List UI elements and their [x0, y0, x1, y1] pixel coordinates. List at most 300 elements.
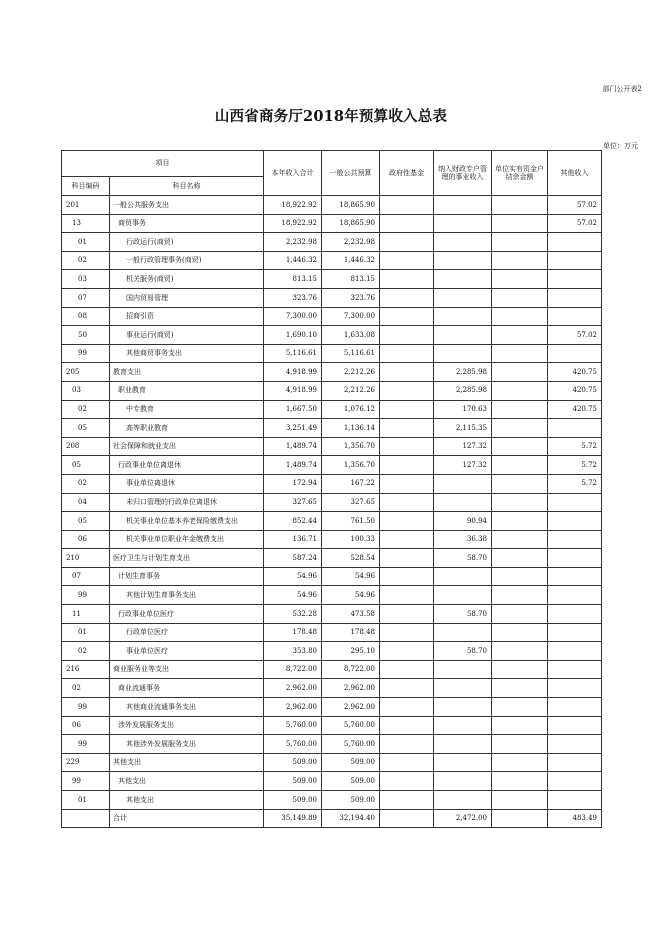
code-cell: 205 [62, 363, 110, 382]
balance-cell [492, 605, 548, 624]
name-cell: 事业单位医疗 [110, 642, 264, 661]
other-cell [548, 567, 602, 586]
gov-fund-cell [380, 512, 434, 531]
total-cell: 18,922.92 [264, 196, 322, 215]
table-row [62, 214, 602, 233]
special-cell [434, 791, 492, 810]
balance-cell [492, 344, 548, 363]
other-cell [548, 307, 602, 326]
table-row [62, 586, 602, 605]
name-cell: 社会保障和就业支出 [110, 437, 264, 456]
gov-fund-cell [380, 400, 434, 419]
code-cell: 02 [62, 251, 110, 270]
special-cell: 2,285.98 [434, 381, 492, 400]
code-cell: 07 [62, 288, 110, 307]
special-cell [434, 233, 492, 252]
table-row [62, 605, 602, 624]
gov-fund-cell [380, 381, 434, 400]
total-general: 32,194.40 [322, 809, 380, 828]
code-cell: 03 [62, 381, 110, 400]
gov-fund-cell [380, 716, 434, 735]
special-cell [434, 344, 492, 363]
gov-fund-cell [380, 493, 434, 512]
special-cell: 170.63 [434, 400, 492, 419]
other-cell [548, 288, 602, 307]
general-cell: 18,865.90 [322, 214, 380, 233]
balance-cell [492, 772, 548, 791]
table-row [62, 233, 602, 252]
balance-cell [492, 679, 548, 698]
special-cell: 90.94 [434, 512, 492, 531]
total-balance [492, 809, 548, 828]
table-row [62, 437, 602, 456]
table-row [62, 698, 602, 717]
total-cell: 178.48 [264, 623, 322, 642]
name-cell: 事业单位离退休 [110, 474, 264, 493]
gov-fund-cell [380, 586, 434, 605]
total-cell: 1,489.74 [264, 456, 322, 475]
code-cell: 99 [62, 344, 110, 363]
name-cell: 其他涉外发展服务支出 [110, 735, 264, 754]
name-cell: 高等职业教育 [110, 419, 264, 438]
special-cell: 36.38 [434, 530, 492, 549]
special-cell [434, 753, 492, 772]
special-cell [434, 698, 492, 717]
special-cell [434, 270, 492, 289]
header-item: 项目 [62, 151, 264, 177]
other-cell: 57.02 [548, 326, 602, 345]
gov-fund-cell [380, 642, 434, 661]
total-cell: 509.00 [264, 772, 322, 791]
special-cell [434, 716, 492, 735]
code-cell: 99 [62, 772, 110, 791]
balance-cell [492, 307, 548, 326]
code-cell: 02 [62, 400, 110, 419]
general-cell: 509.00 [322, 753, 380, 772]
name-cell: 一般公共服务支出 [110, 196, 264, 215]
other-cell: 57.02 [548, 196, 602, 215]
other-cell [548, 493, 602, 512]
page-title: 山西省商务厅2018年预算收入总表 [214, 108, 448, 125]
balance-cell [492, 363, 548, 382]
total-cell: 5,760.00 [264, 716, 322, 735]
general-cell: 7,300.00 [322, 307, 380, 326]
name-cell: 中专教育 [110, 400, 264, 419]
table-row [62, 196, 602, 215]
other-cell: 420.75 [548, 381, 602, 400]
general-cell: 54.96 [322, 567, 380, 586]
balance-cell [492, 512, 548, 531]
header-code: 科目编码 [62, 177, 110, 196]
code-cell: 06 [62, 716, 110, 735]
balance-cell [492, 437, 548, 456]
balance-cell [492, 753, 548, 772]
other-cell: 420.75 [548, 400, 602, 419]
table-row [62, 251, 602, 270]
gov-fund-cell [380, 549, 434, 568]
gov-fund-cell [380, 214, 434, 233]
table-row [62, 530, 602, 549]
special-cell: 2,115.35 [434, 419, 492, 438]
table-row [62, 512, 602, 531]
table-row [62, 363, 602, 382]
code-cell: 03 [62, 270, 110, 289]
gov-fund-cell [380, 437, 434, 456]
general-cell: 295.10 [322, 642, 380, 661]
name-cell: 计划生育事务 [110, 567, 264, 586]
special-cell: 58.70 [434, 549, 492, 568]
table-row [62, 567, 602, 586]
table-row [62, 753, 602, 772]
total-cell: 813.15 [264, 270, 322, 289]
code-cell: 208 [62, 437, 110, 456]
code-cell: 05 [62, 512, 110, 531]
total-cell: 587.24 [264, 549, 322, 568]
total-cell: 1,690.10 [264, 326, 322, 345]
balance-cell [492, 660, 548, 679]
table-row [62, 791, 602, 810]
gov-fund-cell [380, 326, 434, 345]
general-cell: 100.33 [322, 530, 380, 549]
code-cell: 01 [62, 623, 110, 642]
code-cell: 229 [62, 753, 110, 772]
other-cell [548, 642, 602, 661]
name-cell: 招商引资 [110, 307, 264, 326]
other-cell [548, 233, 602, 252]
table-row [62, 400, 602, 419]
other-cell [548, 344, 602, 363]
table-row [62, 772, 602, 791]
gov-fund-cell [380, 456, 434, 475]
total-cell: 7,300.00 [264, 307, 322, 326]
code-cell: 06 [62, 530, 110, 549]
total-gov-fund [380, 809, 434, 828]
general-cell: 2,962.00 [322, 698, 380, 717]
gov-fund-cell [380, 567, 434, 586]
gov-fund-cell [380, 623, 434, 642]
code-cell: 05 [62, 456, 110, 475]
total-cell: 532.28 [264, 605, 322, 624]
general-cell: 1,633.08 [322, 326, 380, 345]
general-cell: 323.76 [322, 288, 380, 307]
total-row [62, 809, 602, 828]
table-row [62, 735, 602, 754]
gov-fund-cell [380, 196, 434, 215]
balance-cell [492, 419, 548, 438]
other-cell [548, 251, 602, 270]
total-cell: 323.76 [264, 288, 322, 307]
total-code-cell [62, 809, 110, 828]
total-label: 合计 [110, 809, 264, 828]
name-cell: 商贸事务 [110, 214, 264, 233]
other-cell [548, 586, 602, 605]
other-cell [548, 679, 602, 698]
total-cell: 2,962.00 [264, 679, 322, 698]
total-cell: 136.71 [264, 530, 322, 549]
special-cell [434, 493, 492, 512]
balance-cell [492, 251, 548, 270]
special-cell [434, 307, 492, 326]
code-cell: 01 [62, 233, 110, 252]
table-row [62, 679, 602, 698]
name-cell: 其他计划生育事务支出 [110, 586, 264, 605]
general-cell: 528.54 [322, 549, 380, 568]
balance-cell [492, 400, 548, 419]
code-cell: 99 [62, 735, 110, 754]
other-cell [548, 791, 602, 810]
name-cell: 其他支出 [110, 791, 264, 810]
total-cell: 2,962.00 [264, 698, 322, 717]
total-cell: 5,116.61 [264, 344, 322, 363]
total-cell: 3,251.49 [264, 419, 322, 438]
code-cell: 04 [62, 493, 110, 512]
special-cell: 58.70 [434, 642, 492, 661]
special-cell [434, 567, 492, 586]
code-cell: 05 [62, 419, 110, 438]
total-cell: 5,760.00 [264, 735, 322, 754]
total-cell: 1,446.32 [264, 251, 322, 270]
other-cell [548, 735, 602, 754]
name-cell: 其他商业流通事务支出 [110, 698, 264, 717]
code-cell: 07 [62, 567, 110, 586]
general-cell: 2,962.00 [322, 679, 380, 698]
balance-cell [492, 549, 548, 568]
header-other-income: 其他收入 [548, 151, 602, 196]
code-cell: 201 [62, 196, 110, 215]
name-cell: 医疗卫生与计划生育支出 [110, 549, 264, 568]
table-body [62, 196, 602, 810]
special-cell [434, 772, 492, 791]
table-row [62, 623, 602, 642]
other-cell [548, 270, 602, 289]
balance-cell [492, 288, 548, 307]
balance-cell [492, 196, 548, 215]
general-cell: 509.00 [322, 772, 380, 791]
balance-cell [492, 214, 548, 233]
special-cell [434, 288, 492, 307]
total-cell: 54.96 [264, 586, 322, 605]
balance-cell [492, 381, 548, 400]
balance-cell [492, 270, 548, 289]
total-cell: 509.00 [264, 753, 322, 772]
table-row [62, 642, 602, 661]
gov-fund-cell [380, 772, 434, 791]
total-cell: 353.80 [264, 642, 322, 661]
code-cell: 02 [62, 642, 110, 661]
name-cell: 未归口管理的行政单位离退休 [110, 493, 264, 512]
table-row [62, 456, 602, 475]
general-cell: 178.48 [322, 623, 380, 642]
total-other: 483.49 [548, 809, 602, 828]
header-total: 本年收入合计 [264, 151, 322, 196]
general-cell: 54.96 [322, 586, 380, 605]
code-cell: 11 [62, 605, 110, 624]
balance-cell [492, 791, 548, 810]
table-row [62, 419, 602, 438]
form-number-label: 部门公开表2 [602, 85, 642, 93]
total-cell: 509.00 [264, 791, 322, 810]
table-row [62, 344, 602, 363]
balance-cell [492, 567, 548, 586]
special-cell [434, 660, 492, 679]
name-cell: 商业流通事务 [110, 679, 264, 698]
other-cell: 5.72 [548, 456, 602, 475]
gov-fund-cell [380, 679, 434, 698]
gov-fund-cell [380, 363, 434, 382]
name-cell: 其他支出 [110, 772, 264, 791]
total-total: 35,149.89 [264, 809, 322, 828]
total-special: 2,472.00 [434, 809, 492, 828]
other-cell: 5.72 [548, 474, 602, 493]
total-cell: 18,922.92 [264, 214, 322, 233]
general-cell: 1,076.12 [322, 400, 380, 419]
gov-fund-cell [380, 288, 434, 307]
unit-label: 单位：万元 [603, 142, 638, 150]
balance-cell [492, 642, 548, 661]
gov-fund-cell [380, 233, 434, 252]
special-cell [434, 679, 492, 698]
balance-cell [492, 586, 548, 605]
gov-fund-cell [380, 753, 434, 772]
budget-income-table [61, 150, 602, 828]
general-cell: 2,212.26 [322, 381, 380, 400]
other-cell [548, 716, 602, 735]
gov-fund-cell [380, 530, 434, 549]
balance-cell [492, 735, 548, 754]
name-cell: 行政单位医疗 [110, 623, 264, 642]
table-row [62, 474, 602, 493]
code-cell: 02 [62, 474, 110, 493]
gov-fund-cell [380, 735, 434, 754]
header-special-account: 纳入财政专户管理的事业收入 [434, 151, 492, 196]
balance-cell [492, 716, 548, 735]
code-cell: 99 [62, 698, 110, 717]
general-cell: 473.58 [322, 605, 380, 624]
general-cell: 761.50 [322, 512, 380, 531]
other-cell [548, 530, 602, 549]
name-cell: 行政事业单位医疗 [110, 605, 264, 624]
name-cell: 机关服务(商贸) [110, 270, 264, 289]
special-cell: 58.70 [434, 605, 492, 624]
balance-cell [492, 698, 548, 717]
general-cell: 813.15 [322, 270, 380, 289]
table-row [62, 307, 602, 326]
code-cell: 01 [62, 791, 110, 810]
special-cell [434, 735, 492, 754]
general-cell: 2,232.98 [322, 233, 380, 252]
gov-fund-cell [380, 251, 434, 270]
name-cell: 教育支出 [110, 363, 264, 382]
general-cell: 1,356.70 [322, 456, 380, 475]
name-cell: 事业运行(商贸) [110, 326, 264, 345]
gov-fund-cell [380, 605, 434, 624]
total-cell: 8,722.00 [264, 660, 322, 679]
balance-cell [492, 474, 548, 493]
special-cell: 2,285.98 [434, 363, 492, 382]
total-cell: 1,667.50 [264, 400, 322, 419]
name-cell: 商业服务业等支出 [110, 660, 264, 679]
general-cell: 2,212.26 [322, 363, 380, 382]
special-cell [434, 586, 492, 605]
table-row [62, 716, 602, 735]
general-cell: 5,760.00 [322, 735, 380, 754]
general-cell: 8,722.00 [322, 660, 380, 679]
total-cell: 1,489.74 [264, 437, 322, 456]
general-cell: 327.65 [322, 493, 380, 512]
table-row [62, 270, 602, 289]
code-cell: 50 [62, 326, 110, 345]
special-cell [434, 251, 492, 270]
balance-cell [492, 623, 548, 642]
table-row [62, 288, 602, 307]
table-row [62, 326, 602, 345]
other-cell: 420.75 [548, 363, 602, 382]
name-cell: 行政事业单位离退休 [110, 456, 264, 475]
name-cell: 其他支出 [110, 753, 264, 772]
total-cell: 172.94 [264, 474, 322, 493]
special-cell [434, 214, 492, 233]
name-cell: 行政运行(商贸) [110, 233, 264, 252]
general-cell: 18,865.90 [322, 196, 380, 215]
name-cell: 国内贸易管理 [110, 288, 264, 307]
balance-cell [492, 530, 548, 549]
code-cell: 216 [62, 660, 110, 679]
header-name: 科目名称 [110, 177, 264, 196]
other-cell [548, 549, 602, 568]
gov-fund-cell [380, 307, 434, 326]
total-cell: 2,232.98 [264, 233, 322, 252]
balance-cell [492, 326, 548, 345]
balance-cell [492, 233, 548, 252]
other-cell [548, 512, 602, 531]
special-cell: 127.32 [434, 456, 492, 475]
name-cell: 一般行政管理事务(商贸) [110, 251, 264, 270]
total-cell: 4,918.99 [264, 363, 322, 382]
balance-cell [492, 456, 548, 475]
other-cell: 57.02 [548, 214, 602, 233]
header-gov-fund: 政府性基金 [380, 151, 434, 196]
special-cell [434, 326, 492, 345]
general-cell: 1,136.14 [322, 419, 380, 438]
total-cell: 54.96 [264, 567, 322, 586]
general-cell: 167.22 [322, 474, 380, 493]
table-row [62, 660, 602, 679]
general-cell: 5,116.61 [322, 344, 380, 363]
special-cell [434, 623, 492, 642]
gov-fund-cell [380, 344, 434, 363]
code-cell: 08 [62, 307, 110, 326]
name-cell: 职业教育 [110, 381, 264, 400]
total-cell: 852.44 [264, 512, 322, 531]
name-cell: 机关事业单位基本养老保险缴费支出 [110, 512, 264, 531]
header-balance: 单位实有资金户结余金额 [492, 151, 548, 196]
table-row [62, 493, 602, 512]
name-cell: 其他商贸事务支出 [110, 344, 264, 363]
table-row [62, 549, 602, 568]
other-cell: 5.72 [548, 437, 602, 456]
code-cell: 99 [62, 586, 110, 605]
other-cell [548, 623, 602, 642]
gov-fund-cell [380, 474, 434, 493]
special-cell: 127.32 [434, 437, 492, 456]
balance-cell [492, 493, 548, 512]
name-cell: 涉外发展服务支出 [110, 716, 264, 735]
code-cell: 02 [62, 679, 110, 698]
general-cell: 1,446.32 [322, 251, 380, 270]
table-row [62, 381, 602, 400]
special-cell [434, 474, 492, 493]
gov-fund-cell [380, 698, 434, 717]
